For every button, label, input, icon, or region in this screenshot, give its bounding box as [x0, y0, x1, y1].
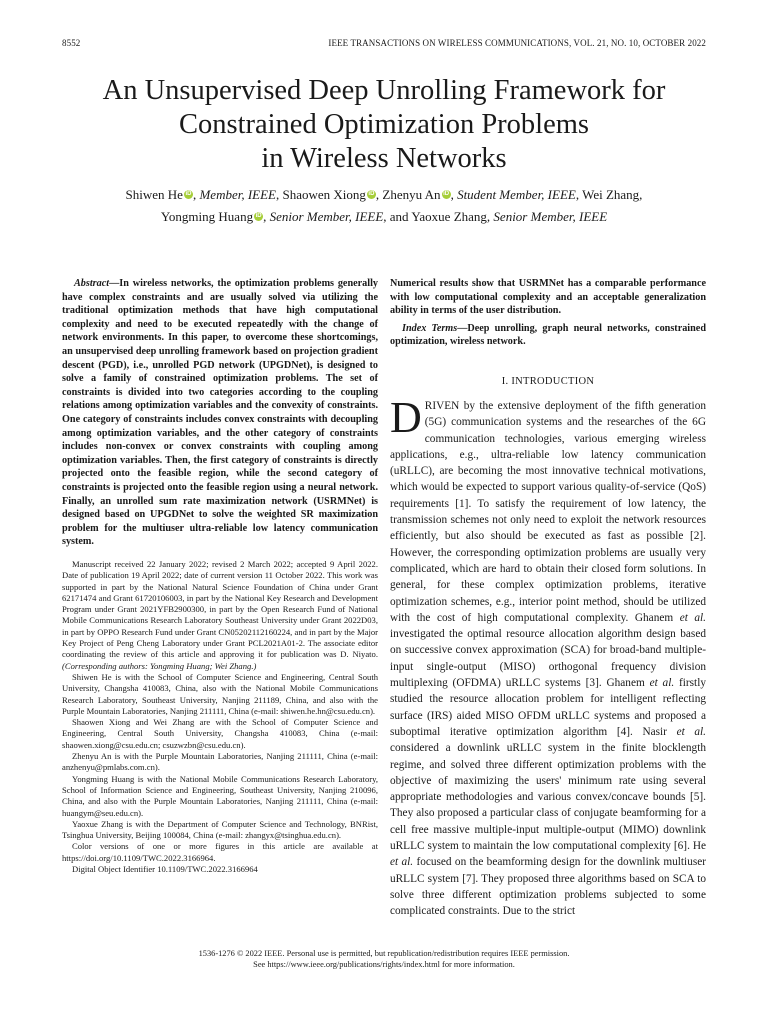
- affiliation-note: Yaoxue Zhang is with the Department of Computer Science and Technology, BNRist, Tsinghua University, Beijing 100084, China (e-mail: zhangyx@tsinghua.edu.cn).: [62, 818, 378, 841]
- et-al: et al.: [676, 725, 707, 738]
- author-name: Wei Zhang,: [582, 187, 643, 202]
- affiliation-note: Shaowen Xiong and Wei Zhang are with the School of Computer Science and Engineering, Central South University, Changsha 410083, China (e-mail: shaowen.xiong@csu.edu.cn; csuzwzbn@csu.edu.cn).: [62, 717, 378, 750]
- corresponding-authors: (Corresponding authors: Yongming Huang; Wei Zhang.): [62, 660, 257, 671]
- title-line: An Unsupervised Deep Unrolling Framework for: [102, 75, 666, 106]
- orcid-icon[interactable]: iD: [443, 191, 450, 197]
- title-line: in Wireless Networks: [261, 143, 507, 174]
- author-name: Shiwen He: [125, 187, 183, 202]
- et-al: et al.: [679, 611, 707, 624]
- author-role: Member, IEEE: [199, 187, 276, 202]
- doi-note: Digital Object Identifier 10.1109/TWC.2022.3166964: [72, 864, 258, 875]
- intro-text: firstly studied the resource allocation problem for intelligent reflecting surface (IRS) aided MISO OFDM uRLLC systems and proposed a suboptimal iterative optimization algorithm [4]. Nasir: [390, 677, 706, 738]
- intro-text: RIVEN by the extensive deployment of the fifth generation (5G) communication systems and the researches of the 6G communication technologies, various emerging wireless applications, e.g., ultra-reliable low latency communication (uRLLC), are becoming the most innovative technical motivations, which would be expected to support various quality-of-service (QoS) requirements [1]. To satisfy the requirement of low latency, the transmission schemes not only need to exploit the network resources efficiently, but also should be executed as fast as possible [2]. However, the corresponding optimization problems are usually very complicated, which are hard to obtain their closed form solutions. In general, for these complex optimization problems, iterative optimization schemes, e.g., interior point method, should be utilized with the cost of high computational complexity. Ghanem: [390, 400, 706, 624]
- page-number: 8552: [62, 38, 81, 48]
- et-al: et al.: [649, 677, 675, 690]
- copyright-footer: [60, 948, 708, 970]
- affiliation-note: Zhenyu An is with the Purple Mountain Laboratories, Nanjing 211111, China (e-mail: anzhenyu@pmlabs.com.cn).: [62, 751, 378, 773]
- orcid-icon[interactable]: iD: [368, 191, 375, 197]
- paper-title: [40, 74, 728, 176]
- intro-text: investigated the optimal resource allocation algorithm design based on successive convex approximation (SCA) for broad-band multiple-input single-output (MISO) orthogonal frequency division multiplexing (OFDMA) uRLLC systems [3]. Ghanem: [390, 628, 706, 690]
- introduction-body: [390, 393, 707, 920]
- orcid-icon[interactable]: iD: [185, 191, 192, 197]
- abstract-text: In wireless networks, the optimization problems generally have complex constraints and are usually solved via utilizing the traditional optimization methods that have high computational complexity and need to be executed repeatedly with the change of network environments. In this paper, to overcome these shortcomings, an unsupervised deep unrolling framework based on projection gradient descent (PGD), i.e., unrolled PGD network (UPGDNet), is designed to solve a family of constrained optimization problems. The set of constraints is divided into two categories according to the coupling relations among optimization variables and the convexity of constraints. One category of constraints includes convex constraints with decoupling among optimization variables, and the other category of constraints includes non-convex or convex constraints with coupling among optimization variables. Then, the first category of constraints is directly projected onto the feasible region, while the second category of constraints is projected onto the feasible region using a neural network. Finally, an unrolled sum rate maximization network (USRMNet) is designed based on UPGDNet to solve the weighted SR maximization problem for the multiuser ultra-reliable low latency communication system.: [62, 278, 378, 548]
- orcid-icon[interactable]: iD: [255, 213, 262, 219]
- affiliation-note: Shiwen He is with the School of Computer Science and Engineering, Central South University, Changsha 410083, China, also with the National Mobile Communications Research Laboratory, Southeast University, Nanjing 211189, China, and also with the Purple Mountain Laboratories, Nanjing 211111, China (e-mail: shiwen.he.hn@csu.edu.cn).: [62, 671, 378, 716]
- index-terms-text: Deep unrolling, graph neural networks, constrained optimization, wireless network.: [390, 322, 706, 348]
- copyright-line: 1536-1276 © 2022 IEEE. Personal use is permitted, but republication/redistribution requires IEEE permission.: [198, 949, 570, 958]
- intro-text: considered a downlink uRLLC system in the finite blocklength regime, and solved three different optimization problems with the objective of maximizing the users' minimum rate using several appropriate methodologies and various convex/concave bounds [5]. They also proposed a particular class of conjugate beamforming for a cell free massive multiple-input multiple-output (MIMO) downlink uRLLC system to maintain the low computational complexity [6]. He: [390, 742, 706, 853]
- intro-text: focused on the beamforming design for the downlink multiuser uRLLC system [7]. They proposed three algorithms based on SCA to solve three different optimization problems subjected to some complicated constraints. Due to the strict: [390, 856, 707, 918]
- color-note: Color versions of one or more figures in this article are available at https://doi.org/10.1109/TWC.2022.3166964.: [62, 841, 378, 863]
- index-terms-label: Index Terms: [402, 322, 458, 334]
- section-heading: I. INTRODUCTION: [501, 376, 595, 387]
- abstract: Abstract—In wireless networks, the optimization problems generally have complex constraints and are usually solved via utilizing the traditional optimization methods that have high computational complexity and need to be executed repeatedly with the change of network environments. In this paper, to overcome these shortcomings, an unsupervised deep unrolling framework based on projection gradient descent (PGD), i.e., unrolled PGD network (UPGDNet), is designed to solve a family of constrained optimization problems. The set of constraints is divided into two categories according to the coupling relations among optimization variables and the convexity of constraints. One category of constraints includes convex constraints with decoupling among optimization variables, and the other category of constraints includes non-convex or convex constraints with coupling among optimization variables. Then, the first category of constraints is directly projected onto the feasible region, while the second category of constraints is projected onto the feasible region using a neural network. Finally, an unrolled sum rate maximization network (USRMNet) is designed based on UPGDNet to solve the weighted SR maximization problem for the multiuser ultra-reliable low latency communication system.: [62, 278, 378, 548]
- journal-header: IEEE TRANSACTIONS ON WIRELESS COMMUNICATIONS, VOL. 21, NO. 10, OCTOBER 2022: [328, 38, 706, 48]
- author-role: Student Member, IEEE: [457, 187, 576, 202]
- abstract-continued-text: Numerical results show that USRMNet has a comparable performance with low computational complexity and an acceptable generalization ability in terms of the user distribution.: [390, 278, 706, 317]
- author-role: Senior Member, IEEE: [493, 209, 608, 224]
- author-name: Zhenyu An: [382, 187, 441, 202]
- et-al: et al.: [390, 856, 414, 869]
- drop-cap: D: [390, 393, 422, 442]
- title-line: Constrained Optimization Problems: [178, 109, 590, 140]
- abstract-continued: Numerical results show that USRMNet has a comparable performance with low computational complexity and an acceptable generalization ability in terms of the user distribution. Index Terms—Deep unrolling, graph neural networks, constrained optimization, wireless network.: [390, 278, 706, 348]
- rights-link-line: See https://www.ieee.org/publications/rights/index.html for more information.: [253, 960, 515, 969]
- author-name: and Yaoxue Zhang: [389, 209, 487, 224]
- affiliation-note: Yongming Huang is with the National Mobile Communications Research Laboratory, School of Information Science and Engineering, Southeast University, Nanjing 210096, China, and also with the Purple Mountain Laboratories, Nanjing 211111, China (e-mail: huangym@seu.edu.cn).: [62, 773, 378, 818]
- author-name: Yongming Huang: [160, 209, 254, 224]
- abstract-label: Abstract: [74, 278, 110, 289]
- author-list: Shiwen He iD , Member, IEEE, Shaowen Xiong iD , Zhenyu An iD , Student Member, IEEE, Wei Zhang, Yongming Huang iD , Senior Member, IEEE, and Yaoxue Zhang, Senior Member, IEEE: [125, 187, 643, 224]
- manuscript-note: Manuscript received 22 January 2022; revised 2 March 2022; accepted 9 April 2022. Date of publication 19 April 2022; date of current version 11 October 2022. This work was supported in part by the National Natural Science Foundation of China under Grant 62171474 and Grant 61720106003, in part by the National Key Research and Development Program under Grant 2021YFB2900300, in part by the Open Research Fund of National Mobile Communications Research Laboratory Southeast University under Grant 2022D03, in part by OPPO Research Fund under Grant CN05202112160224, and in part by the Major Key Project of Peng Cheng Laboratory under Grant PCL2021A01-2. The associate editor coordinating the review of this article and approving it for publication was D. Niyato.: [62, 559, 378, 660]
- author-role: Senior Member, IEEE: [269, 209, 384, 224]
- author-name: Shaowen Xiong: [282, 187, 366, 202]
- footnotes: [62, 559, 378, 875]
